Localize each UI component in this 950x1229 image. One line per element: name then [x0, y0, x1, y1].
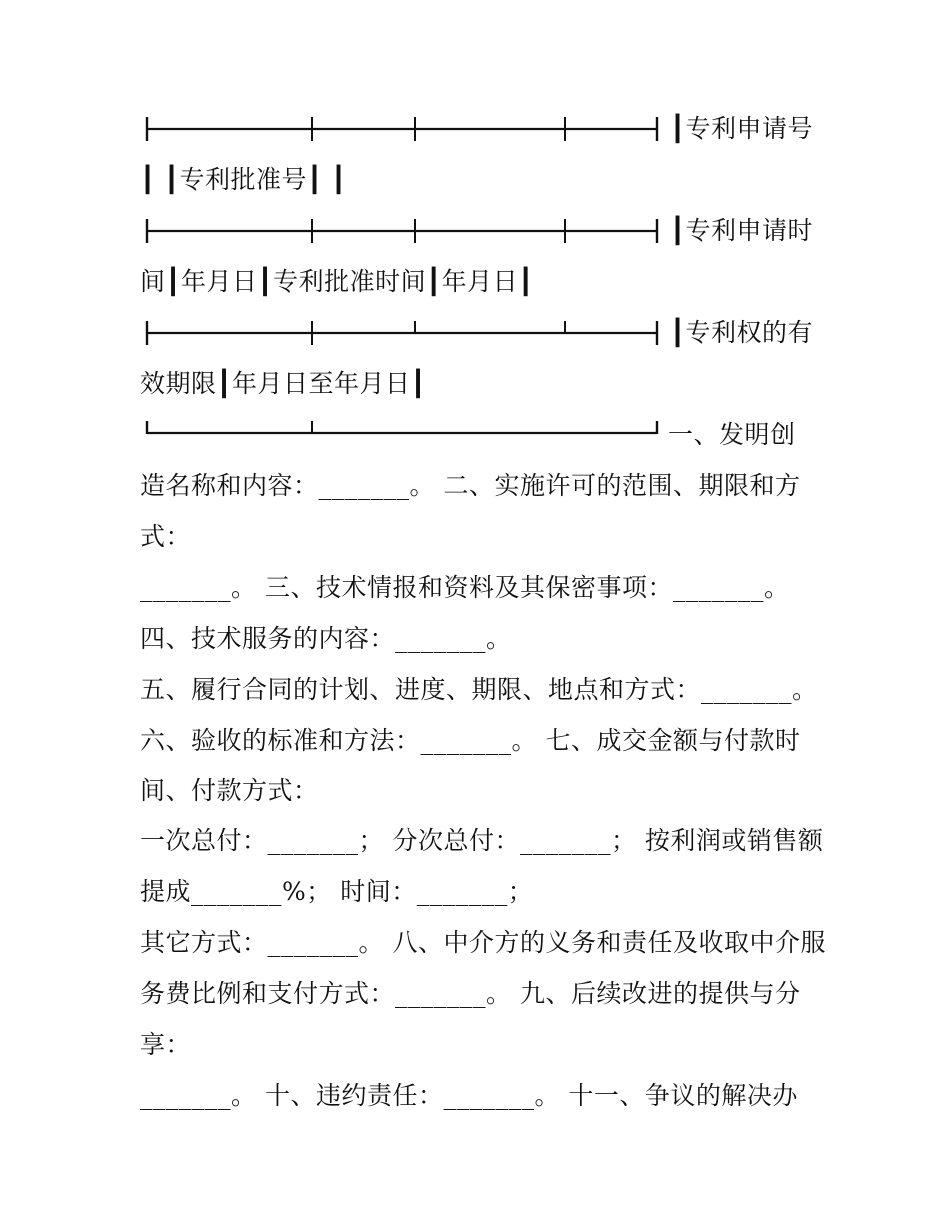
body-line: 提成_______%； 时间：_______；	[140, 877, 534, 906]
table-row-text: ┃ ┃专利批准号┃ ┃	[140, 165, 347, 194]
body-line: 式：	[140, 522, 192, 551]
body-line: 四、技术服务的内容：_______。	[140, 624, 512, 653]
table-row-text: 间┃年月日┃专利批准时间┃年月日┃	[140, 267, 534, 296]
body-line: 享：	[140, 1030, 192, 1059]
table-cell-label: ┃专利申请号	[670, 114, 814, 143]
body-line: 造名称和内容：_______。 二、实施许可的范围、期限和方	[140, 471, 801, 500]
table-cell-label: ┃专利权的有	[670, 318, 814, 347]
table-row-text: 效期限┃年月日至年月日┃	[140, 369, 427, 398]
body-line: 五、履行合同的计划、进度、期限、地点和方式：_______。	[140, 675, 818, 704]
body-line: 务费比例和支付方式：_______。 九、后续改进的提供与分	[140, 979, 801, 1008]
table-cell-label: ┃专利申请时	[670, 216, 814, 245]
body-line: 其它方式：_______。 八、中介方的义务和责任及收取中介服	[140, 928, 826, 957]
body-line: 六、验收的标准和方法：_______。 七、成交金额与付款时	[140, 726, 801, 755]
body-line: _______。 十、违约责任：_______。 十一、争议的解决办	[140, 1081, 798, 1110]
section-heading-fragment: 一、发明创	[668, 420, 796, 449]
body-line: _______。 三、技术情报和资料及其保密事项：_______。	[140, 573, 790, 602]
table-rule-mid	[145, 218, 660, 244]
table-rule-top	[145, 116, 660, 142]
table-rule-mid	[145, 320, 660, 346]
body-line: 一次总付：_______； 分次总付：_______； 按利润或销售额	[140, 826, 824, 855]
body-line: 间、付款方式：	[140, 776, 319, 805]
table-rule-bottom	[145, 420, 660, 446]
